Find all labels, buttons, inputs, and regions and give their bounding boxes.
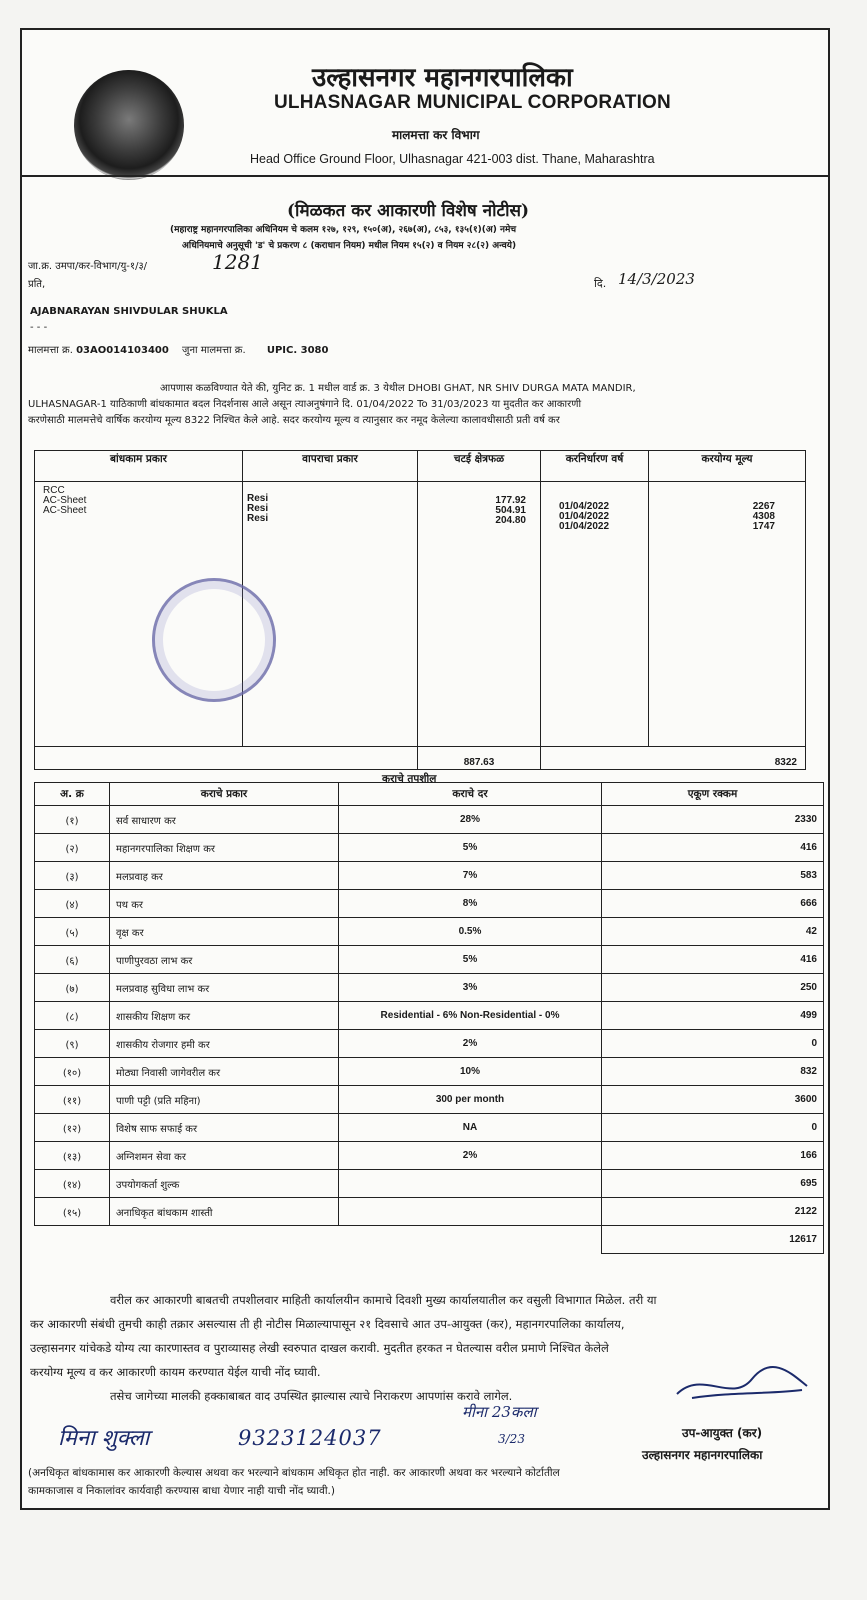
corporation-seal-logo: [74, 70, 184, 180]
handwritten-phone: 9323124037: [238, 1426, 382, 1450]
tax-row-amount: 2122: [602, 1198, 824, 1226]
tax-row-type: शासकीय शिक्षण कर: [110, 1002, 339, 1030]
tax-row-type: अग्निशमन सेवा कर: [110, 1142, 339, 1170]
tax-details-caption: कराचे तपशील: [382, 773, 437, 785]
tax-row-rate: 2%: [339, 1030, 602, 1058]
date-label: दि.: [594, 277, 607, 290]
tax-row: [35, 1058, 824, 1086]
tax-row-amount: 42: [602, 918, 824, 946]
tax-row: [35, 834, 824, 862]
upic-number: UPIC. 3080: [266, 345, 329, 356]
info-paragraph-line-1: वरील कर आकारणी बाबतची तपशीलवार माहिती कार्यालयीन कामाचे दिवशी मुख्य कार्यालयातील कर वसुली विभागात मिळेल. तरी या: [110, 1293, 657, 1307]
info-paragraph-line-3: उल्हासनगर यांचेकडे योग्य त्या कारणास्तव व पुराव्यासह लेखी स्वरुपात दाखल करावी. मुदतीत हरकत न घेतल्यास वरील प्रमाणे निश्चित केलेले: [30, 1341, 609, 1355]
tax-row-serial: (१): [35, 806, 110, 834]
col-assessment-year: करनिर्धारण वर्ष: [541, 451, 649, 482]
reference-number: 1281: [212, 250, 263, 274]
col-tax-rate: कराचे दर: [339, 783, 602, 806]
tax-row-rate: 8%: [339, 890, 602, 918]
official-round-stamp: [152, 578, 276, 702]
tax-row-serial: (१२): [35, 1114, 110, 1142]
office-address: Head Office Ground Floor, Ulhasnagar 421-003 dist. Thane, Maharashtra: [250, 152, 655, 166]
tax-details-table: [34, 782, 824, 1254]
tax-grand-total: 12617: [602, 1226, 824, 1254]
tax-row-type: महानगरपालिका शिक्षण कर: [110, 834, 339, 862]
handwritten-received-note: मीना 23कला: [462, 1403, 537, 1421]
tax-row-type: उपयोगकर्ता शुल्क: [110, 1170, 339, 1198]
tax-row-serial: (२): [35, 834, 110, 862]
tax-row-rate: 10%: [339, 1058, 602, 1086]
tax-row: [35, 1114, 824, 1142]
year-cell: 01/04/2022 01/04/2022 01/04/2022: [541, 481, 649, 746]
reference-label: जा.क्र. उमपा/कर-विभाग/यु-१/३/: [28, 261, 148, 272]
notice-sheet: [20, 28, 830, 1510]
notice-heading: (मिळकत कर आकारणी विशेष नोटीस): [287, 201, 530, 221]
tax-row-rate: 2%: [339, 1142, 602, 1170]
construction-cell: RCC AC-Sheet AC-Sheet: [35, 481, 243, 746]
tax-row-amount: 416: [602, 834, 824, 862]
tax-row-serial: (११): [35, 1086, 110, 1114]
signatory-organisation: उल्हासनगर महानगरपालिका: [642, 1448, 763, 1462]
tax-row-serial: (५): [35, 918, 110, 946]
tax-row: [35, 1170, 824, 1198]
total-area: 887.63: [418, 746, 541, 769]
tax-row-rate: NA: [339, 1114, 602, 1142]
tax-row-serial: (९): [35, 1030, 110, 1058]
tax-row-amount: 166: [602, 1142, 824, 1170]
to-label: प्रति,: [28, 279, 46, 290]
tax-row-type: विशेष साफ सफाई कर: [110, 1114, 339, 1142]
tax-row-serial: (८): [35, 1002, 110, 1030]
tax-row-serial: (६): [35, 946, 110, 974]
disclaimer-line-1: (अनधिकृत बांधकामास कर आकारणी केल्यास अथवा कर भरल्याने बांधकाम अधिकृत होत नाही. कर आकारणी अथवा कर भरल्याने कोर्टातील: [28, 1467, 560, 1479]
assessment-table: [34, 450, 806, 770]
info-paragraph-line-2: कर आकारणी संबंधी तुमची काही तक्रार असल्यास ती ही नोटीस मिळाल्यापासून २१ दिवसाचे आत उप-आयुक्त (कर), महानगरपालिका कार्यालय,: [30, 1317, 625, 1331]
tax-row-rate: [339, 1170, 602, 1198]
act-reference-line-2: अधिनियमाचे अनुसूची 'ड' चे प्रकरण ८ (कराधान नियम) मधील नियम १५(२) व नियम २८(२) अन्वये): [182, 241, 517, 251]
tax-row-amount: 250: [602, 974, 824, 1002]
tax-row-type: पाणीपुरवठा लाभ कर: [110, 946, 339, 974]
usage-cell: Resi Resi Resi: [243, 481, 418, 746]
body-line-3: करणेसाठी मालमत्तेचे वार्षिक करयोग्य मूल्य 8322 निश्चित केले आहे. सदर करयोग्य मूल्य व त्यानुसार कर नमूद केलेल्या कालावधीसाठी प्रती वर्ष कर: [28, 415, 560, 426]
col-serial: अ. क्र: [35, 783, 110, 806]
tax-row-type: पाणी पट्टी (प्रति महिना): [110, 1086, 339, 1114]
tax-row: [35, 946, 824, 974]
area-cell: 177.92 504.91 204.80: [418, 481, 541, 746]
tax-row-serial: (१०): [35, 1058, 110, 1086]
corporation-title-english: ULHASNAGAR MUNICIPAL CORPORATION: [274, 92, 671, 113]
tax-row: [35, 890, 824, 918]
deputy-commissioner-signature: [672, 1364, 812, 1404]
tax-row: [35, 1198, 824, 1226]
property-number: 03AO014103400: [76, 345, 169, 356]
act-reference-line-1: (महाराष्ट्र महानगरपालिका अधिनियम चे कलम १२७, १२९, १५०(अ), २६७(अ), ८५३, १३५(१)(अ) नमेच: [170, 225, 517, 235]
tax-row: [35, 862, 824, 890]
tax-row-amount: 832: [602, 1058, 824, 1086]
tax-row-type: शासकीय रोजगार हमी कर: [110, 1030, 339, 1058]
total-taxable-value: 8322: [541, 746, 806, 769]
tax-row-rate: Residential - 6% Non-Residential - 0%: [339, 1002, 602, 1030]
info-paragraph-line-4: करयोग्य मूल्य व कर आकारणी कायम करण्यात येईल याची नोंद घ्यावी.: [30, 1365, 321, 1379]
tax-row-amount: 416: [602, 946, 824, 974]
ownership-dispute-note: तसेच जागेच्या मालकी हक्काबाबत वाद उपस्थित झाल्यास त्याचे निराकरण आपणांस करावे लागेल.: [110, 1389, 513, 1403]
col-carpet-area: चटई क्षेत्रफळ: [418, 451, 541, 482]
tax-row-rate: [339, 1198, 602, 1226]
tax-row: [35, 974, 824, 1002]
tax-row-type: वृक्ष कर: [110, 918, 339, 946]
disclaimer-line-2: कामकाजास व निकालांवर कार्यवाही करण्यास बाधा येणार नाही याची नोंद घ्यावी.): [28, 1485, 335, 1497]
header-divider: [22, 175, 828, 177]
col-total-amount: एकूण रक्कम: [602, 783, 824, 806]
col-usage-type: वापराचा प्रकार: [243, 451, 418, 482]
tax-row-serial: (१५): [35, 1198, 110, 1226]
owner-name: AJABNARAYAN SHIVDULAR SHUKLA: [30, 306, 228, 317]
tax-row-amount: 0: [602, 1030, 824, 1058]
col-taxable-value: करयोग्य मूल्य: [649, 451, 806, 482]
value-cell: 2267 4308 1747: [649, 481, 806, 746]
tax-row-type: अनाधिकृत बांधकाम शास्ती: [110, 1198, 339, 1226]
tax-row-type: पथ कर: [110, 890, 339, 918]
tax-row-amount: 695: [602, 1170, 824, 1198]
signatory-title: उप-आयुक्त (कर): [682, 1426, 763, 1440]
tax-row: [35, 806, 824, 834]
tax-row: [35, 1142, 824, 1170]
tax-row-amount: 499: [602, 1002, 824, 1030]
tax-row-rate: 28%: [339, 806, 602, 834]
owner-address-placeholder: - - -: [30, 322, 48, 333]
tax-row-serial: (१४): [35, 1170, 110, 1198]
tax-row-type: सर्व साधारण कर: [110, 806, 339, 834]
tax-row-type: मोठ्या निवासी जागेवरील कर: [110, 1058, 339, 1086]
handwritten-name: मिना शुक्ला: [58, 1426, 150, 1451]
tax-row-serial: (१३): [35, 1142, 110, 1170]
tax-row-rate: 5%: [339, 834, 602, 862]
corporation-title-marathi: उल्हासनगर महानगरपालिका: [312, 63, 573, 93]
tax-row-serial: (४): [35, 890, 110, 918]
col-tax-type: कराचे प्रकार: [110, 783, 339, 806]
tax-row: [35, 1086, 824, 1114]
col-construction-type: बांधकाम प्रकार: [35, 451, 243, 482]
date-value: 14/3/2023: [618, 270, 695, 288]
tax-row-amount: 0: [602, 1114, 824, 1142]
tax-row: [35, 918, 824, 946]
tax-row-serial: (३): [35, 862, 110, 890]
department-name: मालमत्ता कर विभाग: [392, 128, 480, 142]
tax-row-type: मलप्रवाह कर: [110, 862, 339, 890]
property-number-label: मालमत्ता क्र.: [28, 345, 73, 356]
tax-row-amount: 3600: [602, 1086, 824, 1114]
tax-row-type: मलप्रवाह सुविधा लाभ कर: [110, 974, 339, 1002]
tax-row-rate: 7%: [339, 862, 602, 890]
old-property-label: जुना मालमत्ता क्र.: [182, 345, 246, 356]
tax-row-serial: (७): [35, 974, 110, 1002]
tax-row-rate: 3%: [339, 974, 602, 1002]
tax-row-rate: 300 per month: [339, 1086, 602, 1114]
tax-row-rate: 0.5%: [339, 918, 602, 946]
tax-row-rate: 5%: [339, 946, 602, 974]
body-line-1: आपणास कळविण्यात येते की, युनिट क्र. 1 मधील वार्ड क्र. 3 येथील DHOBI GHAT, NR SHIV DURGA MATA MANDIR,: [160, 383, 636, 394]
body-line-2: ULHASNAGAR-1 याठिकाणी बांधकामात बदल निदर्शनास आले असून त्याअनुषंगाने दि. 01/04/2022 To 31/03/2023 या मुदतीत कर आकारणी: [28, 399, 582, 410]
tax-row: [35, 1002, 824, 1030]
tax-row: [35, 1030, 824, 1058]
tax-row-amount: 583: [602, 862, 824, 890]
tax-row-amount: 666: [602, 890, 824, 918]
tax-row-amount: 2330: [602, 806, 824, 834]
handwritten-date-note: 3/23: [498, 1432, 525, 1446]
